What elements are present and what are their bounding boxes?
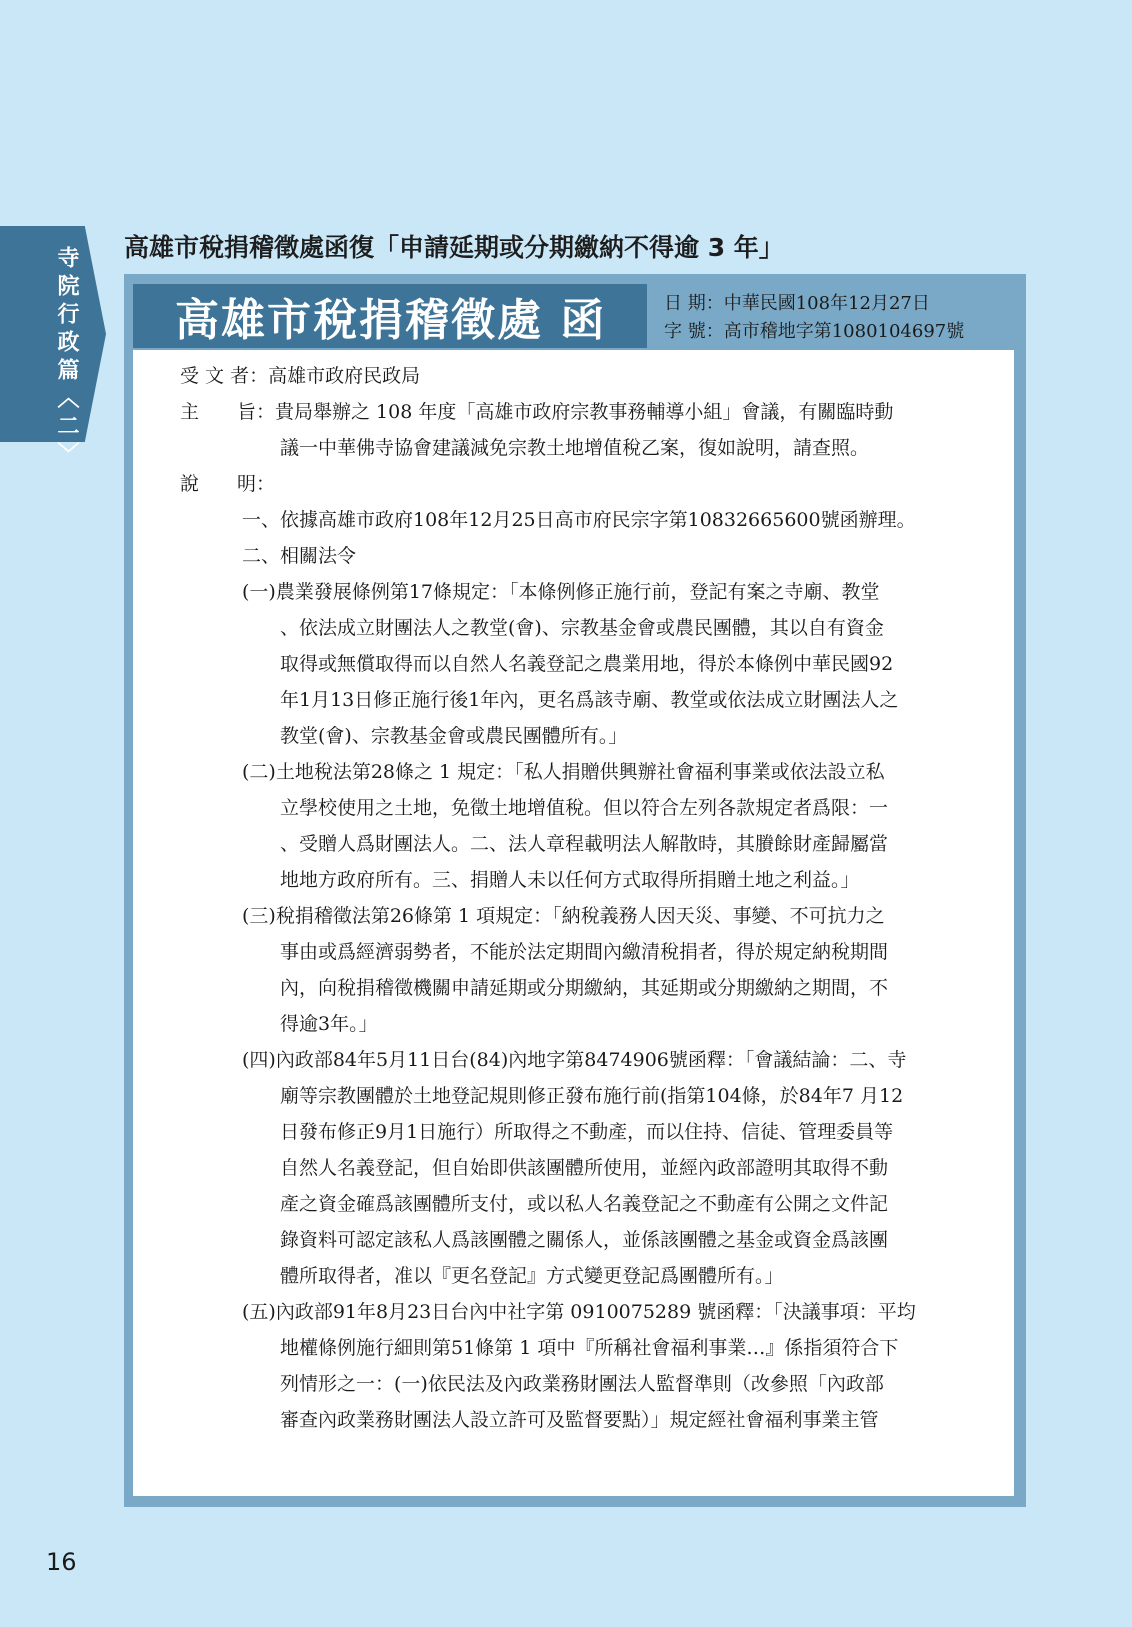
item-1: 一、依據高雄市政府108年12月25日高市府民宗字第10832665600號函辦理。 — [242, 509, 916, 531]
subitem-1-line-2: 、依法成立財團法人之教堂(會)、宗教基金會或農民團體，其以自有資金 — [280, 617, 884, 639]
subitem-1-line-4: 年1月13日修正施行後1年內，更名爲該寺廟、教堂或依法成立財團法人之 — [280, 689, 899, 711]
subitem-2-line-3: 、受贈人爲財團法人。二、法人章程載明法人解散時，其賸餘財產歸屬當 — [280, 833, 889, 855]
subitem-4-line-3: 日發布修正9月1日施行）所取得之不動產，而以住持、信徒、管理委員等 — [280, 1121, 894, 1143]
subitem-2-line-1: (二)土地稅法第28條之 1 規定：「私人捐贈供興辦社會福利事業或依法設立私 — [242, 761, 885, 783]
letterhead-number: 字 號：高市稽地字第1080104697號 — [664, 321, 965, 342]
subitem-2-line-4: 地地方政府所有。三、捐贈人未以任何方式取得所捐贈土地之利益。」 — [280, 869, 860, 891]
subitem-3-line-3: 內，向稅捐稽徵機關申請延期或分期繳納，其延期或分期繳納之期間，不 — [280, 977, 889, 999]
subitem-3-line-1: (三)稅捐稽徵法第26條第 1 項規定：「納稅義務人因天災、事變、不可抗力之 — [242, 905, 885, 927]
subitem-5-line-4: 審查內政業務財團法人設立許可及監督要點）」規定經社會福利事業主管 — [280, 1409, 879, 1431]
subitem-5-line-1: (五)內政部91年8月23日台內中社字第 0910075289 號函釋：「決議事項：平均 — [242, 1301, 916, 1323]
letterhead-meta — [664, 290, 964, 346]
subitem-4-line-6: 錄資料可認定該私人爲該團體之關係人，並係該團體之基金或資金爲該團 — [280, 1229, 889, 1251]
page-number: 16 — [46, 1548, 77, 1576]
subject-line-2: 議一中華佛寺協會建議減免宗教土地增值稅乙案，復如說明，請查照。 — [280, 437, 870, 459]
subitem-1-line-5: 教堂(會)、宗教基金會或農民團體所有。」 — [280, 725, 628, 747]
item-2: 二、相關法令 — [242, 545, 357, 567]
side-tab-label: 寺院行政篇〈二〉 — [54, 246, 79, 470]
subitem-5-line-3: 列情形之一：(一)依民法及內政業務財團法人監督準則（改參照「內政部 — [280, 1373, 884, 1395]
recipient-line: 受 文 者：高雄市政府民政局 — [180, 365, 421, 387]
subject-line-1: 主 旨：貴局舉辦之 108 年度「高雄市政府宗教事務輔導小組」會議，有關臨時動 — [180, 401, 894, 423]
subitem-2-line-2: 立學校使用之土地，免徵土地增值稅。但以符合左列各款規定者爲限：一 — [280, 797, 889, 819]
subitem-4-line-2: 廟等宗教團體於土地登記規則修正發布施行前(指第104條，於84年7 月12 — [280, 1085, 904, 1107]
letterhead-bar — [133, 284, 647, 348]
subitem-3-line-2: 事由或爲經濟弱勢者，不能於法定期間內繳清稅捐者，得於規定納稅期間 — [280, 941, 889, 963]
subitem-5-line-2: 地權條例施行細則第51條第 1 項中『所稱社會福利事業…』係指須符合下 — [280, 1337, 899, 1359]
subitem-4-line-1: (四)內政部84年5月11日台(84)內地字第8474906號函釋：「會議結論：二、寺 — [242, 1049, 907, 1071]
explanation-heading: 說 明： — [180, 473, 276, 495]
subitem-4-line-4: 自然人名義登記，但自始即供該團體所使用，並經內政部證明其取得不動 — [280, 1157, 889, 1179]
subitem-4-line-7: 體所取得者，准以『更名登記』方式變更登記爲團體所有。」 — [280, 1265, 784, 1287]
letterhead-date: 日 期：中華民國108年12月27日 — [664, 293, 930, 314]
subitem-1-line-3: 取得或無償取得而以自然人名義登記之農業用地，得於本條例中華民國92 — [280, 653, 894, 675]
subitem-3-line-4: 得逾3年。」 — [280, 1013, 378, 1035]
subitem-4-line-5: 產之資金確爲該團體所支付，或以私人名義登記之不動產有公開之文件記 — [280, 1193, 889, 1215]
section-title: 高雄市稅捐稽徵處函復「申請延期或分期繳納不得逾 3 年」 — [124, 233, 784, 262]
letterhead-title: 高雄市稅捐稽徵處 函 — [175, 295, 607, 346]
subitem-1-line-1: (一)農業發展條例第17條規定：「本條例修正施行前，登記有案之寺廟、教堂 — [242, 581, 880, 603]
